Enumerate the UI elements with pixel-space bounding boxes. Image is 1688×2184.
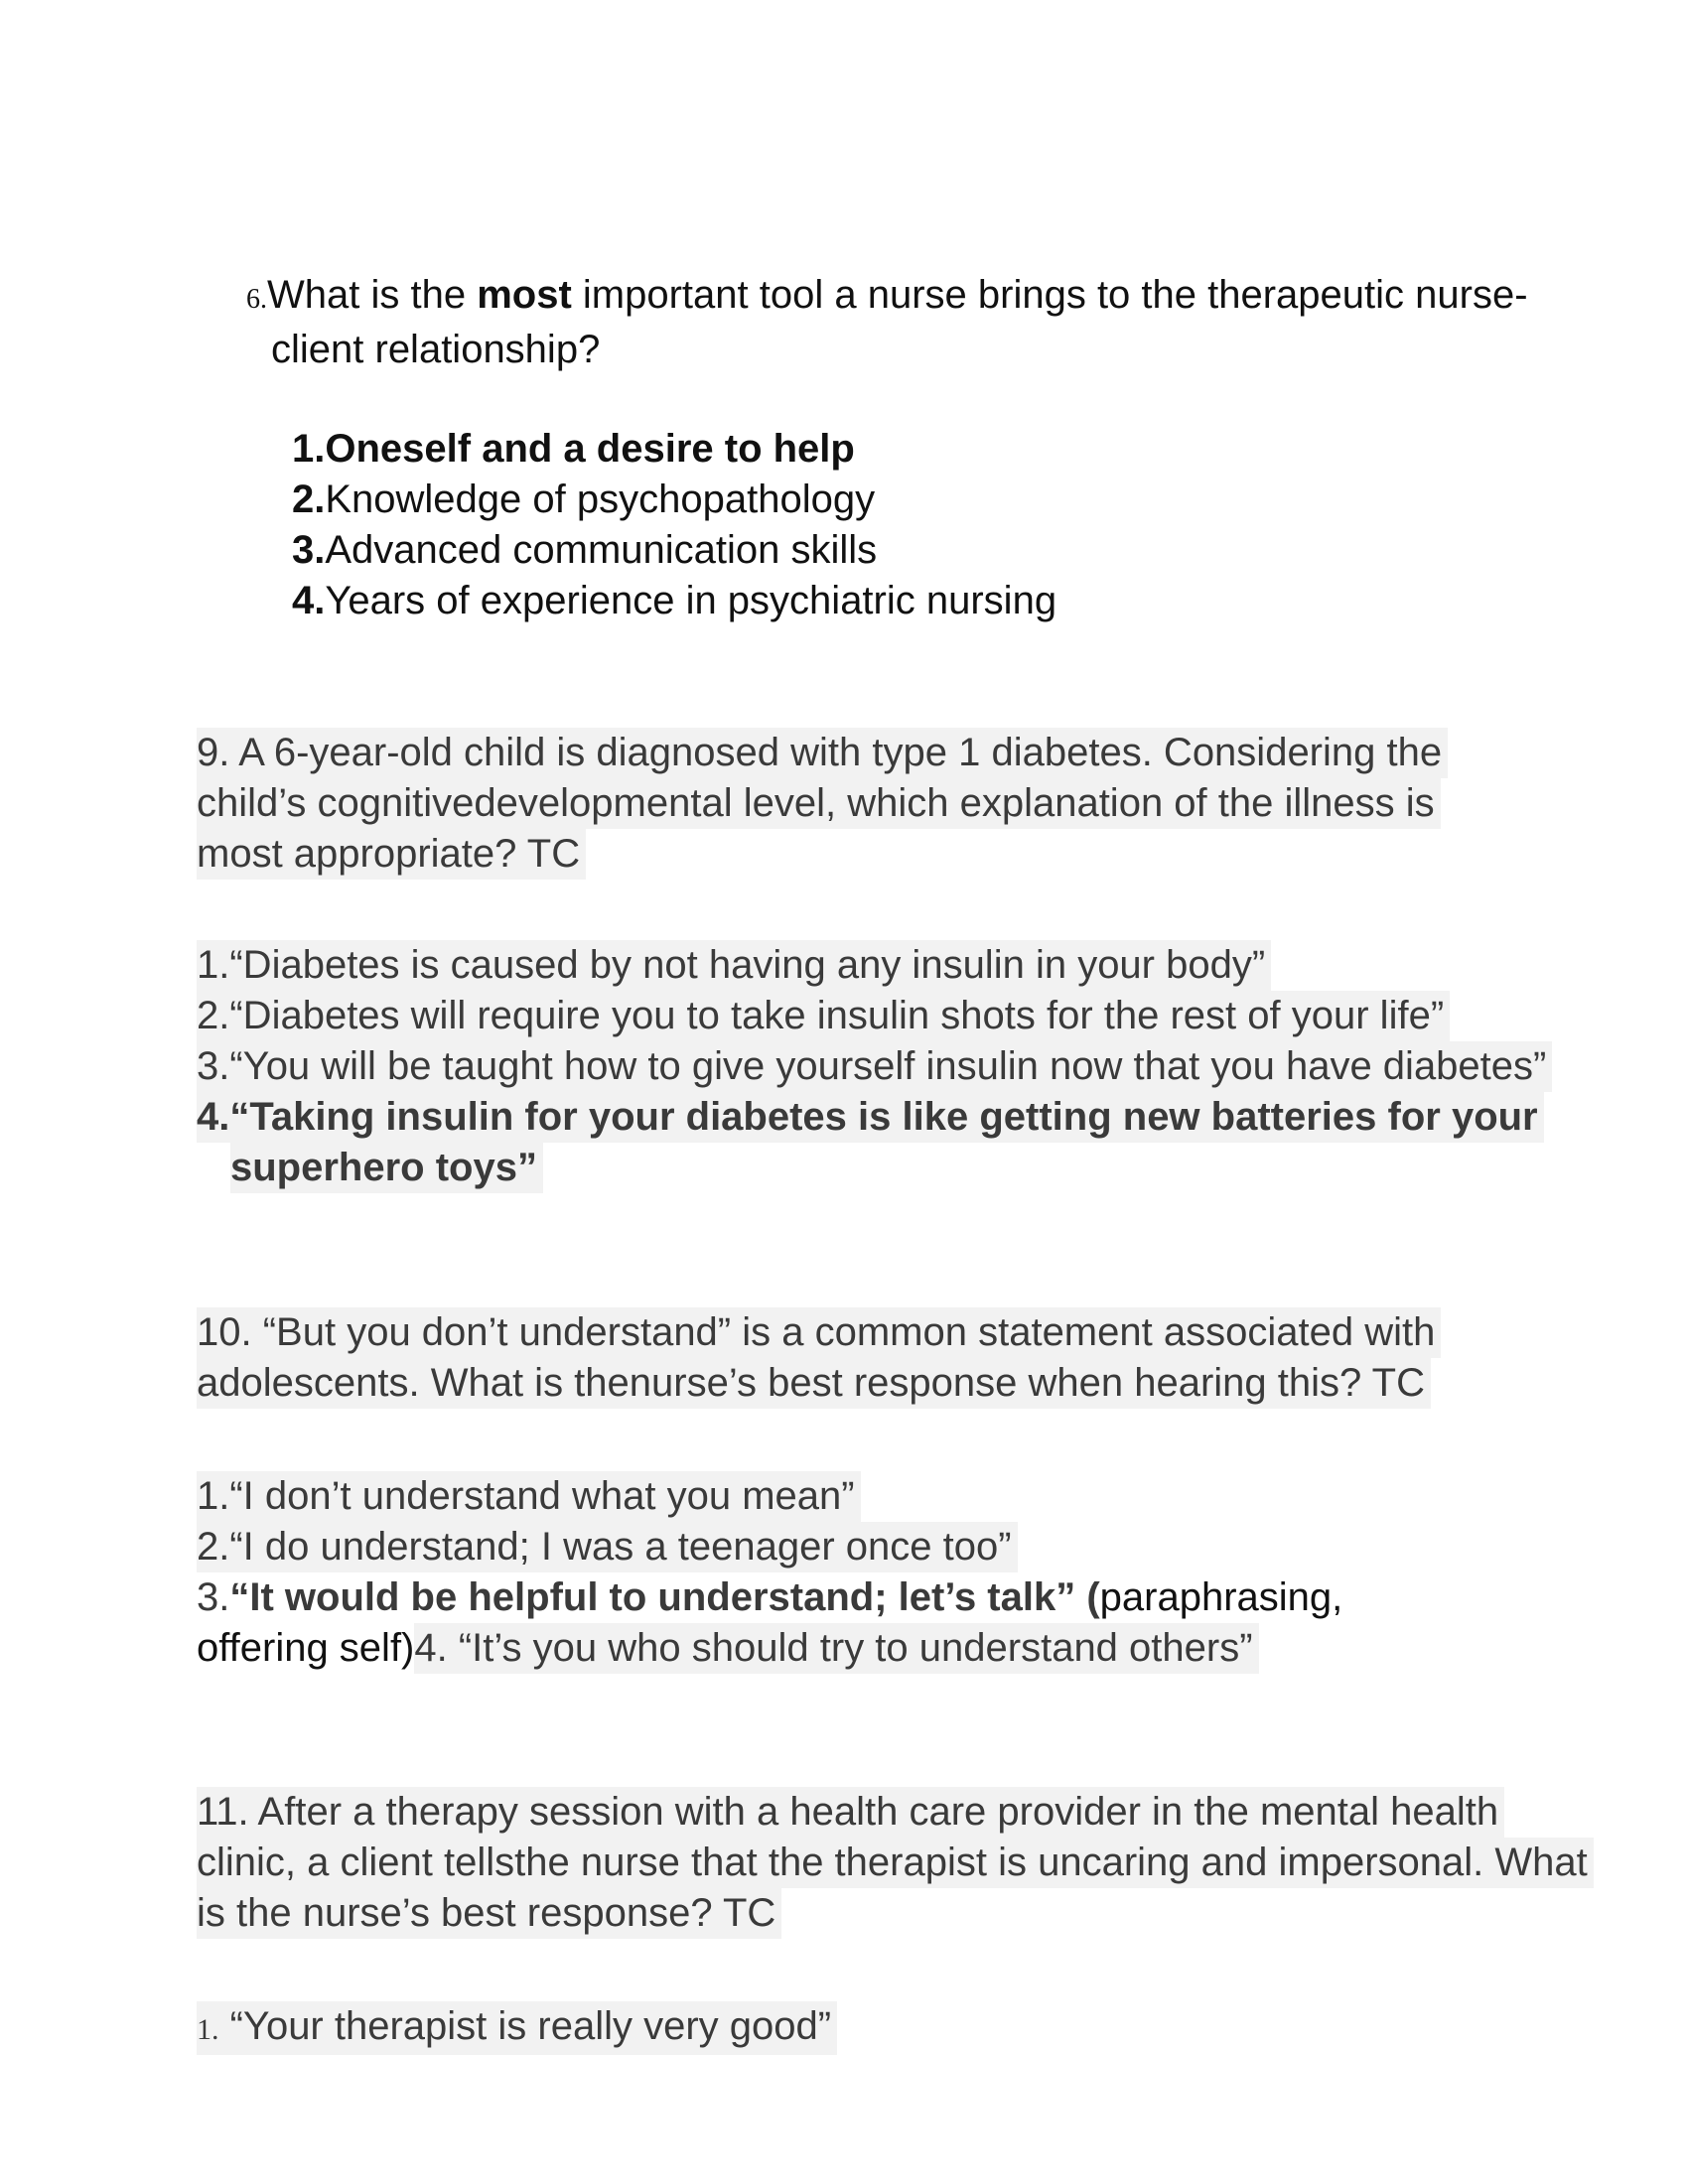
question-11-stem-line: is the nurse’s best response? TC (197, 1888, 781, 1939)
question-9-stem-line: 9. A 6-year-old child is diagnosed with type 1 diabetes. Considering the (197, 728, 1448, 778)
option-1: 1.“I don’t understand what you mean” (197, 1471, 861, 1522)
question-9-stem-line: child’s cognitivedevelopmental level, which explanation of the illness is (197, 778, 1441, 829)
question-6-options (292, 424, 1056, 626)
question-number: 6. (246, 284, 267, 315)
question-11-stem-line: clinic, a client tellsthe nurse that the therapist is uncaring and impersonal. What (197, 1838, 1594, 1888)
option-4-correct-continued: superhero toys” (230, 1143, 543, 1193)
emphasis-most: most (477, 273, 572, 317)
question-6-stem-line-1: 6.What is the most important tool a nurse brings to the therapeutic nurse- (246, 273, 1528, 317)
option-4-correct: 4.“Taking insulin for your diabetes is like getting new batteries for your (197, 1092, 1544, 1143)
option-1: 1.“Diabetes is caused by not having any insulin in your body” (197, 940, 1271, 991)
question-11-stem (197, 1787, 1594, 1939)
option-3-rationale: offering self) (197, 1626, 415, 1670)
option-4: 4.Years of experience in psychiatric nursing (292, 579, 1057, 622)
option-3-correct: 3.“It would be helpful to understand; let’s talk” (paraphrasing, (197, 1575, 1343, 1619)
option-2: 2.Knowledge of psychopathology (292, 478, 876, 521)
question-10-stem (197, 1307, 1441, 1409)
option-2: 2.“I do understand; I was a teenager once too” (197, 1522, 1018, 1572)
question-11-stem-line: 11. After a therapy session with a health care provider in the mental health (197, 1787, 1504, 1838)
option-4: 4. “It’s you who should try to understand others” (414, 1623, 1258, 1674)
question-11-options (197, 2001, 837, 2055)
option-1: 1. “Your therapist is really very good” (197, 2001, 837, 2055)
option-2: 2.“Diabetes will require you to take insulin shots for the rest of your life” (197, 991, 1450, 1041)
question-9-stem-line: most appropriate? TC (197, 829, 586, 880)
question-6-stem (246, 270, 1528, 375)
option-1-correct: 1.Oneself and a desire to help (292, 427, 855, 471)
question-10-options (197, 1471, 1342, 1674)
option-3: 3.Advanced communication skills (292, 528, 878, 572)
option-3: 3.“You will be taught how to give yourself insulin now that you have diabetes” (197, 1041, 1552, 1092)
question-9-stem (197, 728, 1448, 880)
question-9-options (197, 940, 1552, 1193)
question-6-stem-line-2: client relationship? (271, 328, 601, 371)
question-10-stem-line: 10. “But you don’t understand” is a common statement associated with (197, 1307, 1441, 1358)
question-10-stem-line: adolescents. What is thenurse’s best response when hearing this? TC (197, 1358, 1431, 1409)
